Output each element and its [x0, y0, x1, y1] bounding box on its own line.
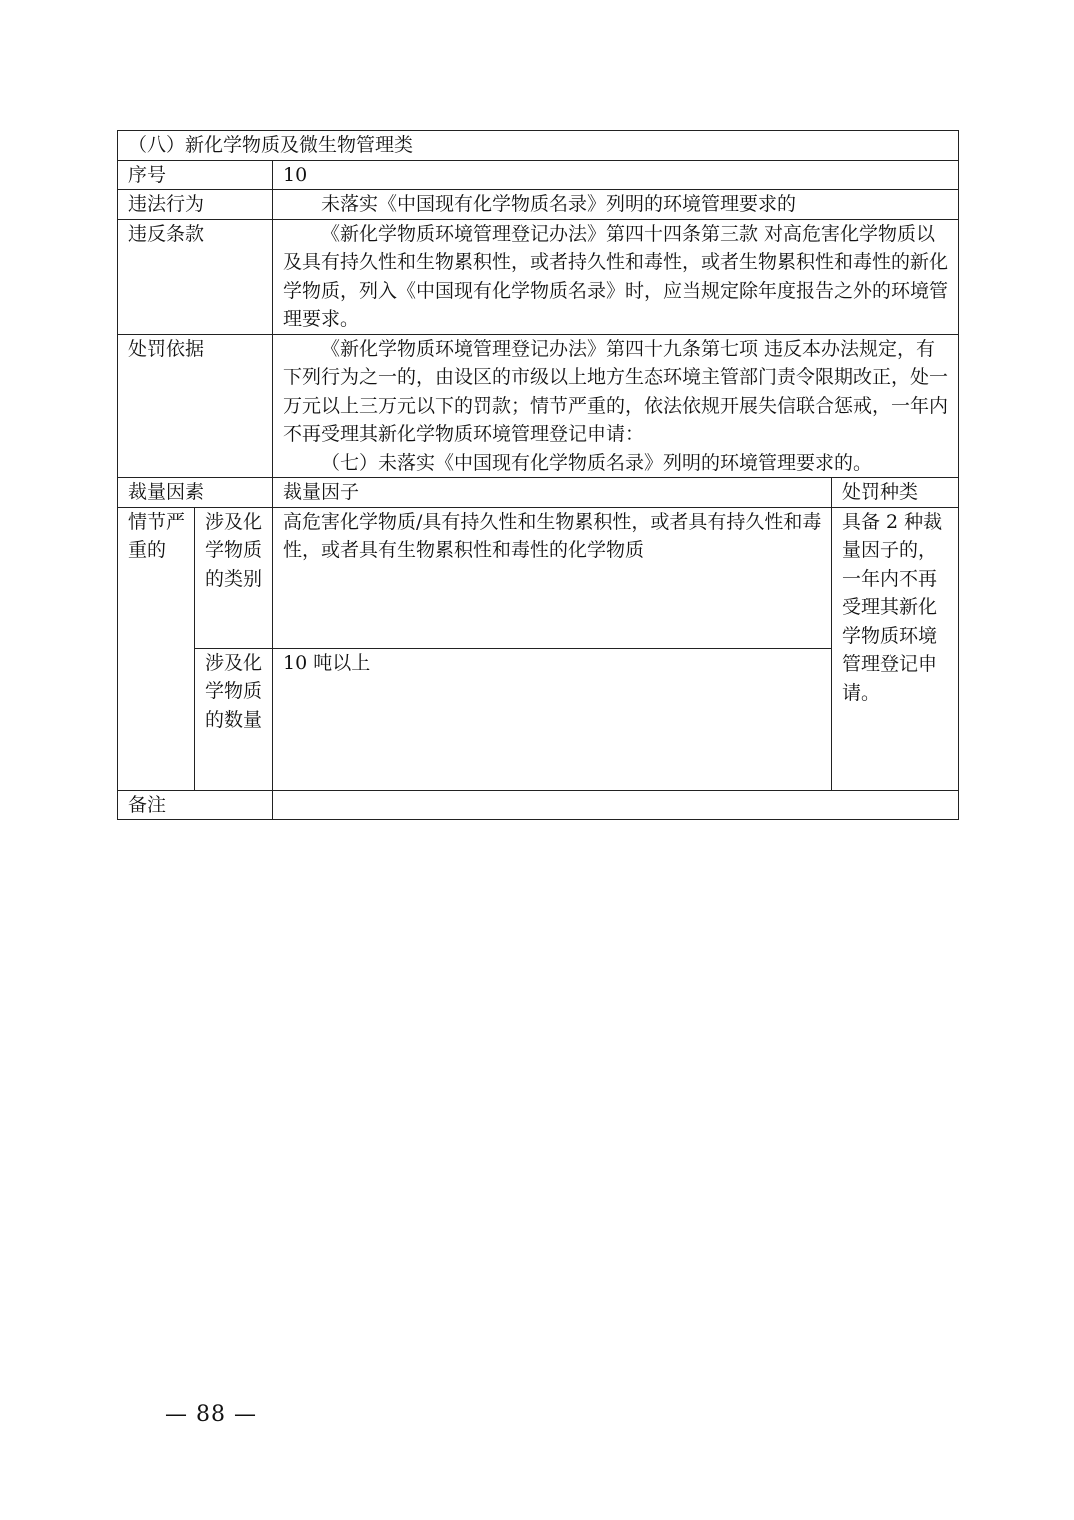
discretion-subfactor-header: 裁量因子	[273, 478, 832, 508]
penalty-basis-value	[273, 334, 959, 478]
penalty-basis-text: 《新化学物质环境管理登记办法》第四十九条第七项 违反本办法规定，有下列行为之一的，由设区的市级以上地方生态环境主管部门责令限期改正，处一万元以上三万元以下的罚款；情节严重的，依法依规开展失信联合惩戒，一年内不再受理其新化学物质环境管理登记申请：	[283, 337, 949, 445]
section-title: （八）新化学物质及微生物管理类	[118, 131, 959, 161]
provision-value	[273, 219, 959, 334]
serial-label: 序号	[118, 160, 273, 190]
violation-text: 未落实《中国现有化学物质名录》列明的环境管理要求的	[321, 193, 797, 215]
factor-quantity-detail: 10 吨以上	[273, 648, 832, 790]
discretion-factor-header: 裁量因素	[118, 478, 273, 508]
remarks-value	[273, 790, 959, 820]
penalty-discretion-table	[117, 130, 959, 820]
remarks-label: 备注	[118, 790, 273, 820]
penalty-type-header: 处罚种类	[832, 478, 959, 508]
factor-quantity-label: 涉及化学物质的数量	[195, 648, 273, 790]
factor-category-label: 涉及化学物质的类别	[195, 507, 273, 648]
factor-category-detail: 高危害化学物质/具有持久性和生物累积性，或者具有持久性和毒性，或者具有生物累积性和毒性的化学物质	[273, 507, 832, 648]
serial-value: 10	[273, 160, 959, 190]
page-number: — 88 —	[165, 1402, 257, 1427]
violation-label: 违法行为	[118, 190, 273, 220]
penalty-basis-label: 处罚依据	[118, 334, 273, 478]
penalty-basis-item: （七）未落实《中国现有化学物质名录》列明的环境管理要求的。	[321, 451, 873, 474]
violation-value	[273, 190, 959, 220]
penalty-type-value: 具备 2 种裁量因子的，一年内不再受理其新化学物质环境管理登记申请。	[832, 507, 959, 790]
provision-label: 违反条款	[118, 219, 273, 334]
provision-text: 《新化学物质环境管理登记办法》第四十四条第三款 对高危害化学物质以及具有持久性和生物累积性，或者持久性和毒性，或者生物累积性和毒性的新化学物质，列入《中国现有化学物质名录》时，应当规定除年度报告之外的环境管理要求。	[283, 222, 949, 330]
circumstance-cell: 情节严重的	[118, 507, 195, 790]
